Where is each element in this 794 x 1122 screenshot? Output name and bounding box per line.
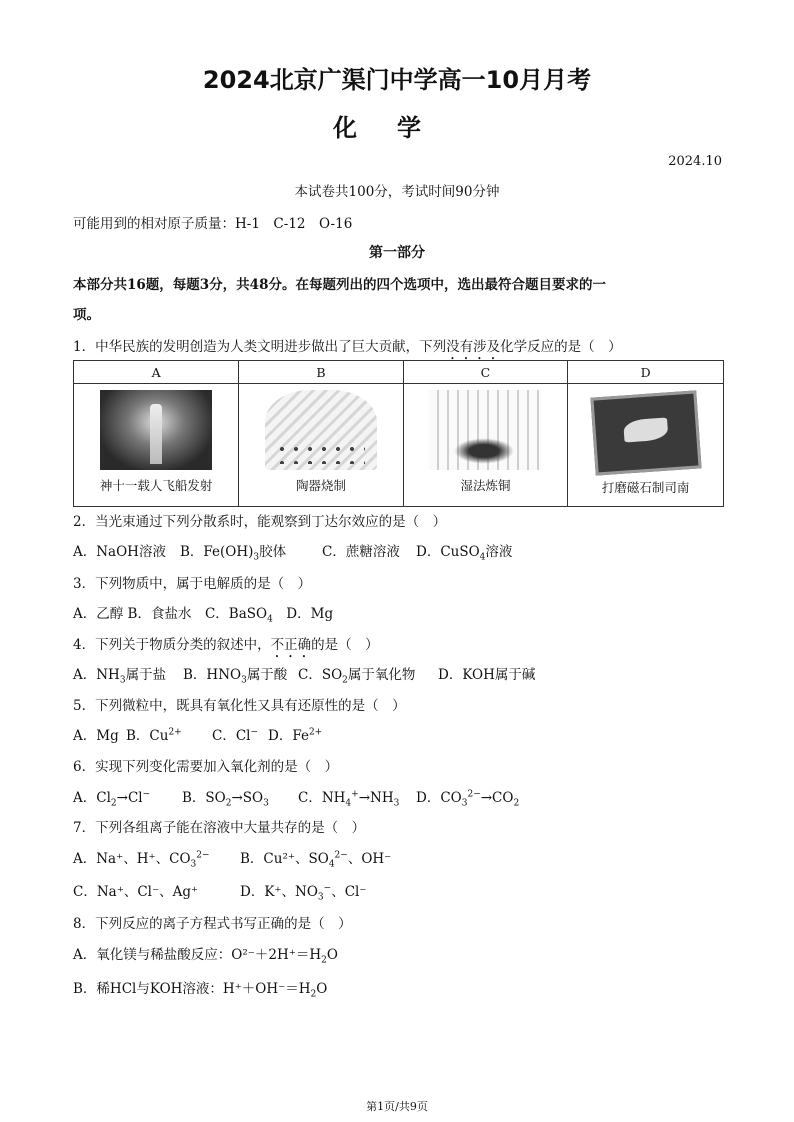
- q1-caption-b: 陶器烧制: [295, 478, 346, 493]
- q7-b-text: B．Cu²⁺、SO: [240, 851, 329, 867]
- q3-options[interactable]: [73, 602, 333, 625]
- q1-option-b[interactable]: [239, 384, 403, 507]
- q7-option-a[interactable]: [73, 847, 210, 870]
- copper-smelting-image: [429, 390, 541, 470]
- q8-a-text: A．氧化镁与稀盐酸反应：O²⁻＋2H⁺＝H: [73, 947, 322, 963]
- part-instructions-2: 项。: [73, 307, 100, 323]
- q7-b-post: 、OH⁻: [347, 851, 392, 867]
- q6-a-sub: 2: [110, 798, 117, 809]
- q6-a-text: A．Cl: [73, 790, 111, 806]
- q1-col-d: D: [568, 361, 724, 384]
- q7-b-sup: 2−: [334, 850, 348, 861]
- q6-c-sub: 4: [345, 798, 352, 809]
- q6-d-text: D．CO: [416, 790, 462, 806]
- q2-option-b[interactable]: [180, 540, 286, 563]
- q8-option-a[interactable]: [73, 943, 338, 966]
- exam-date: 2024.10: [668, 154, 722, 169]
- q6-option-a[interactable]: [73, 786, 150, 809]
- q6-a-post: →Cl: [116, 790, 143, 806]
- q4-stem-post: 的是（ ）: [311, 637, 379, 653]
- q4-stem-emphasis: 不正确: [270, 637, 312, 653]
- q5-b-text: B．Cu: [126, 728, 169, 744]
- q2-option-c[interactable]: C．蔗糖溶液: [322, 544, 400, 560]
- q7-option-d[interactable]: [240, 880, 366, 903]
- q6-d-sub: 3: [461, 798, 468, 809]
- q4-b-text: B．HNO: [183, 667, 242, 683]
- exam-info: 本试卷共100分，考试时间90分钟: [294, 184, 500, 200]
- q4-c-sub: 2: [342, 675, 348, 686]
- part-title: 第一部分: [369, 245, 425, 261]
- q7-option-c[interactable]: C．Na⁺、Cl⁻、Ag⁺: [73, 884, 199, 900]
- q7-d-text: D．K⁺、NO: [240, 884, 318, 900]
- q6-option-d[interactable]: [416, 786, 519, 809]
- q4-a-post: 属于盐: [125, 667, 167, 683]
- q1-option-a[interactable]: [74, 384, 239, 507]
- q1-caption-d: 打磨磁石制司南: [601, 480, 690, 495]
- q2-d-post: 溶液: [485, 544, 513, 560]
- q7-a-sup: 2−: [196, 850, 210, 861]
- q1-option-d[interactable]: [568, 384, 724, 507]
- q6-b-text: B．SO: [182, 790, 226, 806]
- q4-c-text: C．SO: [298, 667, 343, 683]
- part-instructions-1: 本部分共16题，每题3分，共48分。在每题列出的四个选项中，选出最符合题目要求的一: [73, 277, 606, 293]
- page-footer: 第1页/共9页: [366, 1100, 428, 1113]
- q5-option-b[interactable]: [126, 724, 182, 744]
- q6-c-sup: +: [351, 789, 359, 800]
- q6-option-b[interactable]: [182, 786, 269, 809]
- q1-stem-post: 化学反应的是（ ）: [500, 339, 622, 355]
- q3-tail: D．Mg: [272, 606, 334, 622]
- q5-option-a[interactable]: A．Mg: [73, 728, 119, 744]
- q4-stem-pre: 4．下列关于物质分类的叙述中，: [73, 637, 271, 653]
- atomic-masses: 可能用到的相对原子质量：H-1 C-12 O-16: [73, 216, 353, 232]
- q2-b-post: 胶体: [259, 544, 287, 560]
- q5-d-sup: 2+: [308, 727, 323, 738]
- q7-d-sub: 3: [317, 892, 324, 903]
- q5-b-sup: 2+: [168, 727, 182, 738]
- q7-d-post: 、Cl⁻: [331, 884, 367, 900]
- q6-c-text: C．NH: [298, 790, 346, 806]
- q7-stem: 7．下列各组离子能在溶液中大量共存的是（ ）: [73, 820, 366, 836]
- q1-col-c: C: [403, 361, 567, 384]
- q1-caption-c: 湿法炼铜: [460, 478, 511, 493]
- q4-a-text: A．NH: [73, 667, 120, 683]
- q5-c-sup: −: [250, 727, 259, 738]
- q2-d-sub: 4: [479, 552, 486, 563]
- q6-c-mid: →NH: [358, 790, 394, 806]
- exam-title: 2024北京广渠门中学高一10月月考: [202, 66, 592, 94]
- q2-option-d[interactable]: [416, 540, 512, 563]
- q7-b-sub: 4: [328, 859, 335, 870]
- q8-stem: 8．下列反应的离子方程式书写正确的是（ ）: [73, 916, 352, 932]
- q1-col-a: A: [74, 361, 239, 384]
- q5-stem: 5．下列微粒中，既具有氧化性又具有还原性的是（ ）: [73, 698, 406, 714]
- q1-stem-pre: 1．中华民族的发明创造为人类文明进步做出了巨大贡献，下列: [73, 339, 447, 355]
- q6-b-sub: 2: [225, 798, 232, 809]
- q1-options-table: [73, 360, 724, 507]
- q6-d-mid: →CO: [480, 790, 514, 806]
- subject-title: 化学: [333, 114, 461, 142]
- q2-b-sub: 3: [253, 552, 260, 563]
- q4-c-post: 属于氧化物: [347, 667, 416, 683]
- q2-b-text: B．Fe(OH): [180, 544, 254, 560]
- q5-option-d[interactable]: [268, 724, 322, 744]
- q3-sub: 4: [267, 614, 273, 625]
- q7-d-sup: −: [323, 883, 332, 894]
- q3-stem: 3．下列物质中，属于电解质的是（ ）: [73, 576, 312, 592]
- q8-a-post: O: [326, 947, 338, 963]
- q6-c-sub2: 3: [393, 798, 400, 809]
- q1-col-b: B: [239, 361, 403, 384]
- q7-a-text: A．Na⁺、H⁺、CO: [73, 851, 191, 867]
- q6-d-sub2: 2: [513, 798, 520, 809]
- q6-b-sub2: 3: [263, 798, 269, 809]
- q4-b-post: 属于酸: [246, 667, 288, 683]
- q4-option-b[interactable]: [183, 663, 287, 686]
- q6-option-c[interactable]: [298, 786, 399, 809]
- q8-b-post: O: [316, 981, 328, 997]
- q1-caption-a: 神十一载人飞船发射: [99, 478, 213, 493]
- q1-stem-emphasis: 没有涉及: [446, 339, 501, 355]
- q5-option-c[interactable]: [212, 724, 258, 744]
- q6-b-mid: →SO: [231, 790, 264, 806]
- q1-option-c[interactable]: [403, 384, 567, 507]
- rocket-launch-image: [100, 390, 212, 470]
- q4-a-sub: 3: [119, 675, 126, 686]
- q2-option-a[interactable]: A．NaOH溶液: [73, 544, 166, 560]
- q2-d-text: D．CuSO: [416, 544, 480, 560]
- q4-option-c[interactable]: [298, 663, 415, 686]
- q1-stem: [73, 335, 622, 363]
- q5-d-text: D．Fe: [268, 728, 309, 744]
- q4-b-sub: 3: [241, 675, 247, 686]
- q6-stem: 6．实现下列变化需要加入氧化剂的是（ ）: [73, 759, 339, 775]
- q5-c-text: C．Cl: [212, 728, 251, 744]
- q6-a-sup: −: [142, 789, 151, 800]
- q3-options-text: A．乙醇 B．食盐水 C．BaSO: [73, 606, 268, 622]
- q8-option-b[interactable]: [73, 977, 327, 1000]
- q8-b-text: B．稀HCl与KOH溶液：H⁺＋OH⁻＝H: [73, 981, 311, 997]
- q4-option-a[interactable]: [73, 663, 166, 686]
- q8-b-sub: 2: [310, 989, 317, 1000]
- q4-stem: [73, 633, 379, 661]
- q7-a-sub: 3: [190, 859, 197, 870]
- q4-option-d[interactable]: D．KOH属于碱: [438, 667, 536, 683]
- pottery-firing-image: [265, 390, 377, 470]
- q8-a-sub: 2: [321, 955, 327, 966]
- q6-d-sup: 2−: [467, 789, 481, 800]
- compass-image: [590, 390, 701, 475]
- q7-option-b[interactable]: [240, 847, 391, 870]
- q2-stem: 2．当光束通过下列分散系时，能观察到丁达尔效应的是（ ）: [73, 514, 447, 530]
